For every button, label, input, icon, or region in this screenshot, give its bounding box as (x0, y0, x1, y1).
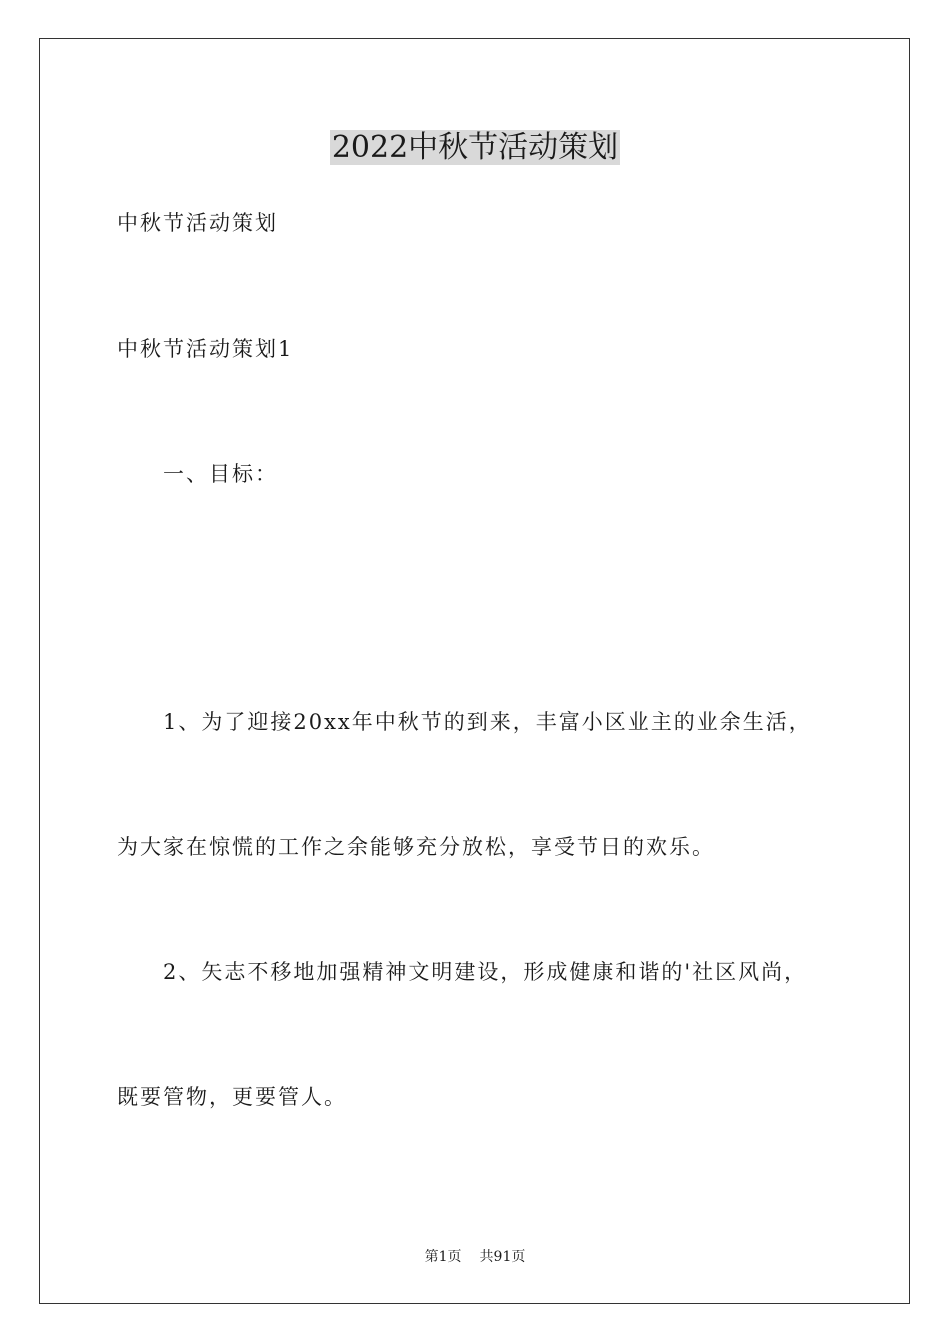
paragraph-item-1-line-2: 为大家在惊慌的工作之余能够充分放松，享受节日的欢乐。 (117, 835, 715, 859)
page-total: 共91页 (479, 1249, 526, 1265)
document-title-text: 2022中秋节活动策划 (331, 130, 619, 165)
paragraph-subtitle: 中秋节活动策划 (117, 211, 278, 235)
page-footer (0, 1247, 950, 1267)
paragraph-goal-heading: 一、目标： (163, 462, 278, 486)
page-number: 第1页 (424, 1249, 462, 1265)
paragraph-item-2-line-2: 既要管物，更要管人。 (117, 1085, 347, 1109)
paragraph-section-heading: 中秋节活动策划1 (117, 337, 294, 361)
document-title (0, 128, 950, 168)
paragraph-item-2-line-1: 2、矢志不移地加强精神文明建设，形成健康和谐的'社区风尚， (163, 960, 808, 984)
paragraph-item-1-line-1: 1、为了迎接20xx年中秋节的到来，丰富小区业主的业余生活， (163, 710, 812, 734)
